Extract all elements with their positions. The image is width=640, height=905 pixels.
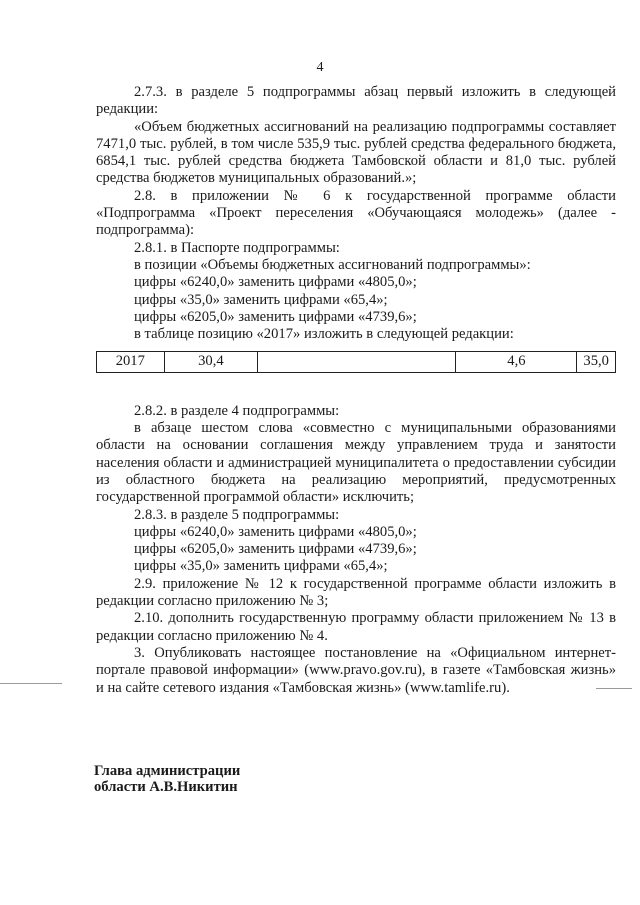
scan-artifact-line [0, 683, 62, 684]
paragraph-2-8-1-position: в позиции «Объемы бюджетных ассигнований подпрограммы»: [134, 256, 531, 273]
paragraph-2-8-2: 2.8.2. в разделе 4 подпрограммы: [134, 402, 340, 419]
table-row [97, 352, 616, 372]
table-cell-col2: 30,4 [164, 352, 258, 372]
paragraph-2-8-1: 2.8.1. в Паспорте подпрограммы: [134, 239, 340, 256]
paragraph-2-8-2-text: в абзаце шестом слова «совместно с муниципальными образованиями области на основании соглашения между управлением труда и занятости населения области и администрацией муниципалитета о предоставлении субсидии из областного бюджета на реализацию мероприятий, предусмотренных государственной программой области» исключить; [96, 420, 616, 506]
signature-title: Глава администрации [94, 763, 241, 779]
paragraph-2-8-3-replace-1: цифры «6240,0» заменить цифрами «4805,0»; [134, 523, 417, 540]
table-cell-col3 [258, 352, 456, 372]
paragraph-2-8-1-table: в таблице позицию «2017» изложить в следующей редакции: [134, 326, 514, 343]
paragraph-2-8-3: 2.8.3. в разделе 5 подпрограммы: [134, 506, 340, 523]
table-cell-year: 2017 [97, 352, 165, 372]
paragraph-budget-volume: «Объем бюджетных ассигнований на реализацию подпрограммы составляет 7471,0 тыс. рублей, в том числе 535,9 тыс. рублей средства федерального бюджета, 6854,1 тыс. рублей средства бюджета Тамбовской области и 81,0 тыс. рублей средства бюджетов муниципальных образований.»; [96, 118, 616, 187]
paragraph-2-8-1-replace-3: цифры «6205,0» заменить цифрами «4739,6»; [134, 308, 417, 325]
document-body [96, 84, 616, 697]
paragraph-2-8-3-replace-3: цифры «35,0» заменить цифрами «65,4»; [134, 558, 388, 575]
table-cell-col5: 35,0 [577, 352, 616, 372]
paragraph-3-publish: 3. Опубликовать настоящее постановление на «Официальном интернет-портале правовой информации» (www.pravo.gov.ru), в газете «Тамбовская жизнь» и на сайте сетевого издания «Тамбовская жизнь» (www.tamlife.ru). [96, 644, 616, 696]
paragraph-2-10: 2.10. дополнить государственную программу области приложением № 13 в редакции согласно приложению № 4. [96, 610, 616, 644]
paragraph-2-7-3: 2.7.3. в разделе 5 подпрограммы абзац первый изложить в следующей редакции: [96, 84, 616, 118]
signature-name: области А.В.Никитин [94, 779, 238, 795]
paragraph-2-8-1-replace-1: цифры «6240,0» заменить цифрами «4805,0»; [134, 274, 417, 291]
paragraph-2-8-1-replace-2: цифры «35,0» заменить цифрами «65,4»; [134, 291, 388, 308]
budget-table-row-2017 [96, 351, 616, 372]
paragraph-2-8: 2.8. в приложении № 6 к государственной программе области «Подпрограмма «Проект переселения «Обучающаяся молодежь» (далее - подпрограмма): [96, 187, 616, 239]
scan-artifact-line [596, 688, 632, 689]
signature-block [94, 763, 240, 795]
paragraph-2-8-3-replace-2: цифры «6205,0» заменить цифрами «4739,6»; [134, 541, 417, 558]
page-number: 4 [316, 60, 324, 75]
paragraph-2-9: 2.9. приложение № 12 к государственной программе области изложить в редакции согласно приложению № 3; [96, 575, 616, 610]
table-cell-col4: 4,6 [456, 352, 577, 372]
